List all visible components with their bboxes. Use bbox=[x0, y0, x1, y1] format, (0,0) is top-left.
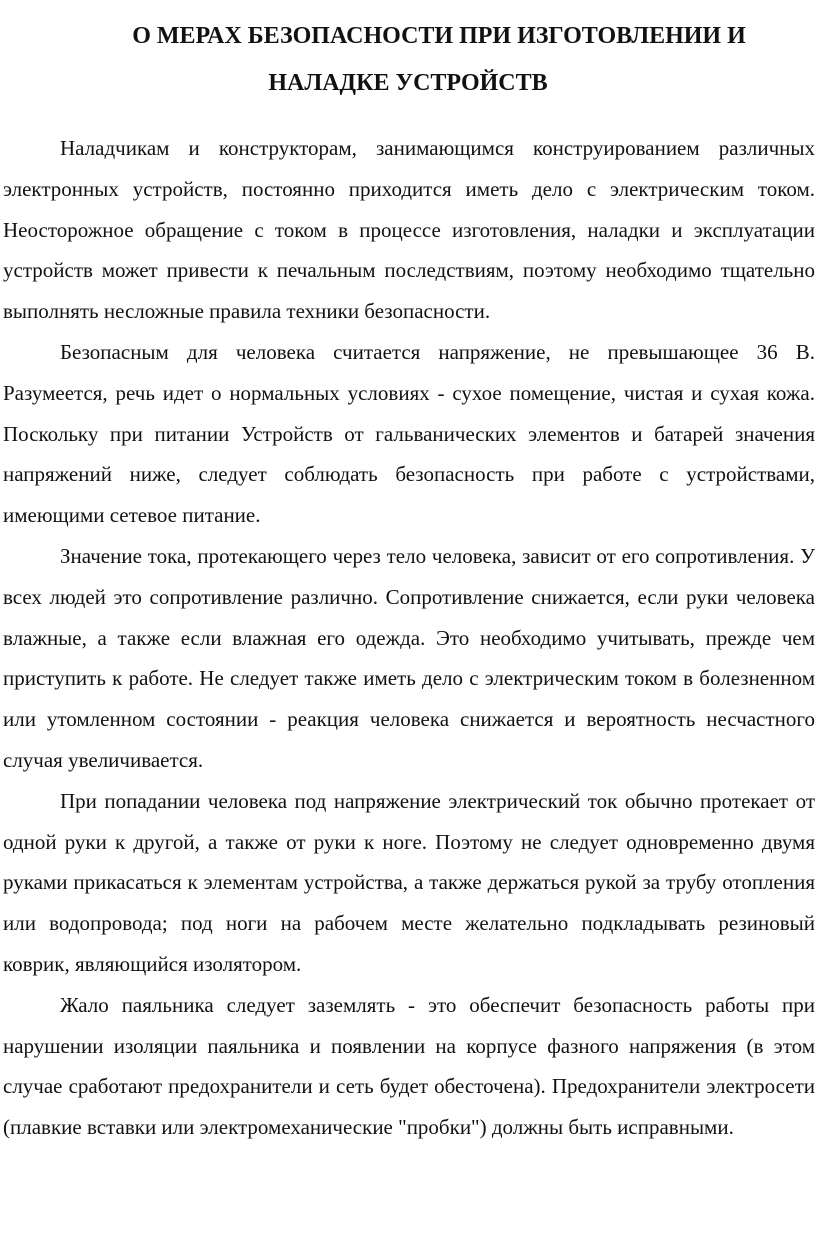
paragraph-3: Значение тока, протекающего через тело человека, зависит от его сопротивления. У всех людей это сопротивление различно. Сопротивление снижается, если руки человека влажные, а также если влажная его одежда. Это необходимо учитывать, прежде чем приступить к работе. Не следует также иметь дело с электрическим током в болезненном или утомленном состоянии - реакция человека снижается и вероятность несчастного случая увеличивается. bbox=[3, 543, 815, 772]
document-body bbox=[3, 128, 815, 1148]
paragraph-1: Наладчикам и конструкторам, занимающимся конструированием различных электронных устройств, постоянно приходится иметь дело с электрическим током. Неосторожное обращение с током в процессе изготовления, наладки и эксплуатации устройств может привести к печальным последствиям, поэтому необходимо тщательно выполнять несложные правила техники безопасности. bbox=[3, 136, 815, 324]
document-title-line-1: О МЕРАХ БЕЗОПАСНОСТИ ПРИ ИЗГОТОВЛЕНИИ И bbox=[132, 23, 746, 49]
paragraph-5: Жало паяльника следует заземлять - это обеспечит безопасность работы при нарушении изоляции паяльника и появлении на корпусе фазного напряжения (в этом случае сработают предохранители и сеть будет обесточена). Предохранители электросети (плавкие вставки или электромеханические "пробки") должны быть исправными. bbox=[3, 992, 815, 1140]
paragraph-2: Безопасным для человека считается напряжение, не превышающее 36 В. Разумеется, речь идет о нормальных условиях - сухое помещение, чистая и сухая кожа. Поскольку при питании Устройств от гальванических элементов и батарей значения напряжений ниже, следует соблюдать безопасность при работе с устройствами, имеющими сетевое питание. bbox=[3, 339, 815, 528]
document-title-line-2: НАЛАДКЕ УСТРОЙСТВ bbox=[268, 70, 548, 96]
paragraph-4: При попадании человека под напряжение электрический ток обычно протекает от одной руки к другой, а также от руки к ноге. Поэтому не следует одновременно двумя руками прикасаться к элементам устройства, а также держаться рукой за трубу отопления или водопровода; под ноги на рабочем месте желательно подкладывать резиновый коврик, являющийся изолятором. bbox=[3, 788, 815, 976]
